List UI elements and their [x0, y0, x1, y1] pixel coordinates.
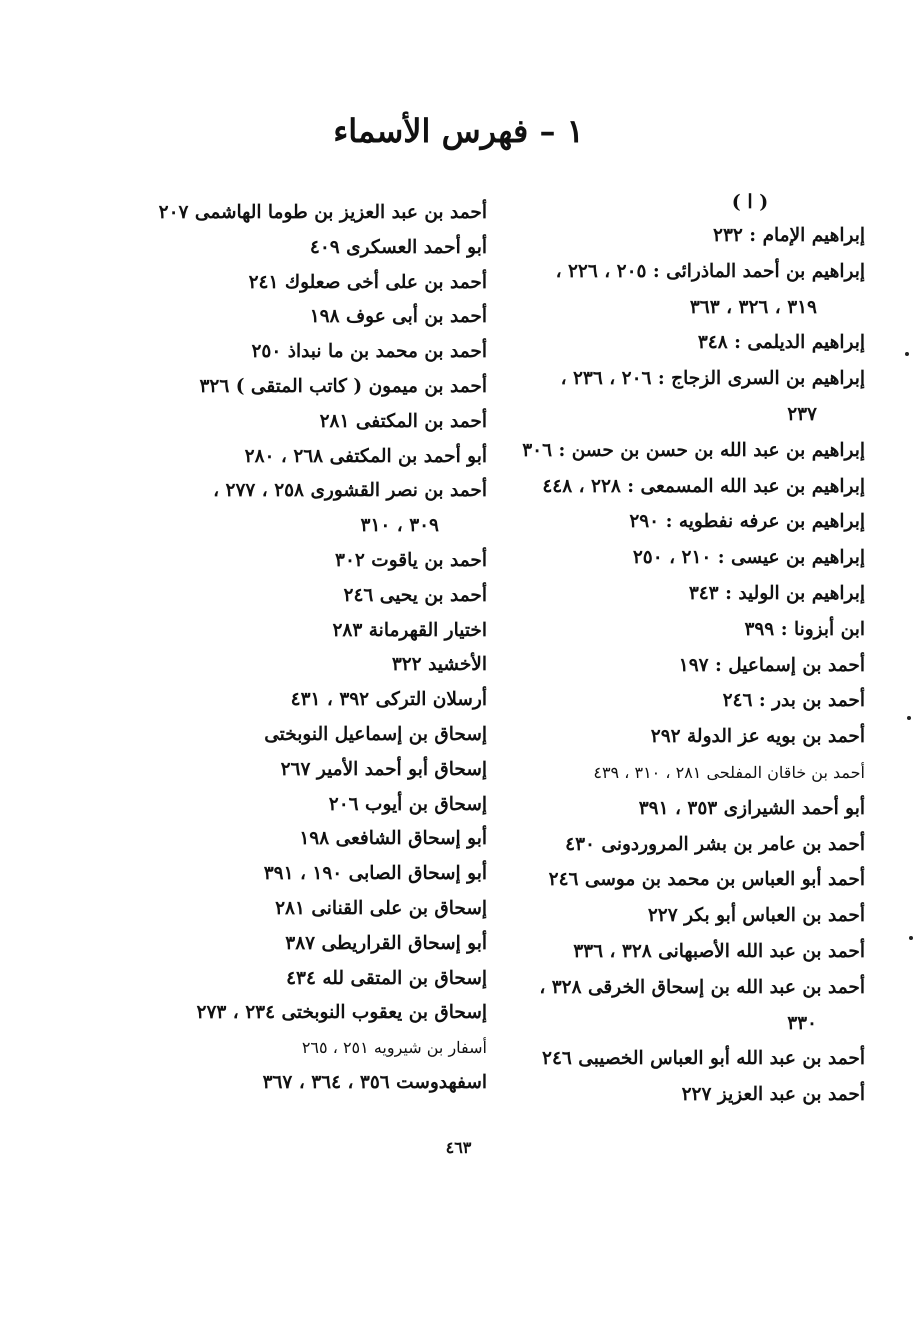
index-entry: أحمد بن ياقوت ٣٠٢ — [335, 549, 487, 571]
index-entry: أحمد بن على أخى صعلوك ٢٤١ — [248, 271, 487, 293]
left-entries-list — [147, 196, 487, 1101]
index-entry: أحمد بن يحيى ٢٤٦ — [343, 584, 487, 606]
index-entry: أحمد بن العباس أبو بكر ٢٢٧ — [647, 905, 865, 927]
margin-mark — [909, 936, 913, 940]
index-entry: أحمد بن عبد الله الأصبهانى ٣٢٨ ، ٣٣٦ — [573, 940, 865, 962]
index-entry: إبراهيم الإمام : ٢٣٢ — [713, 225, 865, 246]
index-entry: إسحاق بن يعقوب النوبختى ٢٣٤ ، ٢٧٣ — [196, 1002, 487, 1024]
index-entry: إبراهيم بن عرفه نفطويه : ٢٩٠ — [629, 511, 865, 533]
index-entry-continuation: ٣٣٠ — [787, 1012, 817, 1034]
index-entry: إبراهيم بن عبد الله بن حسن بن حسن : ٣٠٦ — [522, 439, 865, 461]
index-entry: إبراهيم بن عبد الله المسمعى : ٢٢٨ ، ٤٤٨ — [542, 475, 865, 497]
page-title: ١ – فهرس الأسماء — [333, 112, 584, 150]
index-entry-continuation: ٣٠٩ ، ٣١٠ — [360, 515, 439, 537]
index-entry: أحمد بن عبد العزيز ٢٢٧ — [681, 1084, 865, 1106]
section-header: ( ا ) — [731, 191, 769, 213]
index-entry: أبو إسحاق الصابى ١٩٠ ، ٣٩١ — [263, 863, 487, 885]
index-entry: إسحاق بن أيوب ٢٠٦ — [328, 793, 487, 815]
index-entry: إبراهيم الديلمى : ٣٤٨ — [697, 332, 865, 354]
index-entry-continuation: ٣١٩ ، ٣٢٦ ، ٣٦٣ — [689, 296, 817, 318]
index-entry: الأخشيد ٣٢٢ — [391, 654, 487, 676]
index-entry: إبراهيم بن السرى الزجاج : ٢٠٦ ، ٢٣٦ ، — [560, 368, 865, 390]
index-entry: أحمد بن إسماعيل : ١٩٧ — [678, 654, 865, 676]
index-entry: إسحاق أبو أحمد الأمير ٢٦٧ — [280, 758, 487, 780]
index-entry-continuation: ٢٣٧ — [787, 403, 817, 425]
index-entry: أرسلان التركى ٣٩٢ ، ٤٣١ — [290, 689, 487, 711]
right-entries-list — [522, 218, 865, 1113]
index-entry: أحمد بن محمد بن ما نبداذ ٢٥٠ — [251, 341, 487, 363]
index-entry: أحمد بن المكتفى ٢٨١ — [319, 410, 487, 432]
index-entry: أحمد بن نصر القشورى ٢٥٨ ، ٢٧٧ ، — [213, 480, 487, 502]
index-column-left — [147, 196, 487, 1101]
index-entry: أحمد بن بويه عز الدولة ٢٩٢ — [650, 726, 865, 748]
index-entry: أبو إسحاق الشافعى ١٩٨ — [299, 828, 487, 850]
index-entry: اسفهدوست ٣٥٦ ، ٣٦٤ ، ٣٦٧ — [262, 1071, 487, 1093]
index-entry: ابن أبزونا : ٣٩٩ — [744, 618, 865, 640]
index-entry: أحمد بن عبد الله أبو العباس الخصيبى ٢٤٦ — [542, 1048, 865, 1070]
index-entry: أحمد بن عبد العزيز بن طوما الهاشمى ٢٠٧ — [158, 202, 487, 223]
index-entry: أحمد بن عامر بن بشر المروردونى ٤٣٠ — [565, 833, 865, 855]
index-entry: أحمد بن عبد الله بن إسحاق الخرقى ٣٢٨ ، — [539, 976, 865, 998]
index-entry: إسحاق بن على القنانى ٢٨١ — [275, 897, 487, 919]
index-entry: اختيار القهرمانة ٢٨٣ — [332, 619, 487, 641]
index-entry: أبو أحمد العسكرى ٤٠٩ — [309, 236, 487, 258]
index-entry: أحمد بن خاقان المفلحى ٢٨١ ، ٣١٠ ، ٤٣٩ — [593, 762, 865, 782]
index-entry: أبو إسحاق القراريطى ٣٨٧ — [285, 932, 487, 954]
margin-mark — [905, 352, 909, 356]
index-entry: إبراهيم بن أحمد الماذرائى : ٢٠٥ ، ٢٢٦ ، — [555, 260, 865, 282]
index-entry: أحمد بن ميمون ( كاتب المتقى ) ٣٢٦ — [199, 375, 487, 397]
index-entry: أبو أحمد بن المكتفى ٢٦٨ ، ٢٨٠ — [244, 445, 487, 467]
margin-mark — [907, 716, 911, 720]
index-entry: أحمد بن بدر : ٢٤٦ — [722, 690, 865, 712]
index-entry: إبراهيم بن الوليد : ٣٤٣ — [688, 582, 865, 604]
index-entry: أحمد بن أبى عوف ١٩٨ — [309, 306, 487, 328]
index-entry: أسفار بن شيرويه ٢٥١ ، ٢٦٥ — [301, 1038, 487, 1058]
index-entry: إسحاق بن المتقى لله ٤٣٤ — [286, 967, 487, 989]
index-column-right — [522, 186, 865, 1113]
index-entry: إسحاق بن إسماعيل النوبختى — [264, 723, 487, 745]
page-number: ٤٦٣ — [445, 1138, 472, 1157]
index-entry: أبو أحمد الشيرازى ٣٥٣ ، ٣٩١ — [638, 797, 865, 819]
index-entry: إبراهيم بن عيسى : ٢١٠ ، ٢٥٠ — [632, 547, 865, 569]
index-entry: أحمد أبو العباس بن محمد بن موسى ٢٤٦ — [548, 869, 865, 891]
